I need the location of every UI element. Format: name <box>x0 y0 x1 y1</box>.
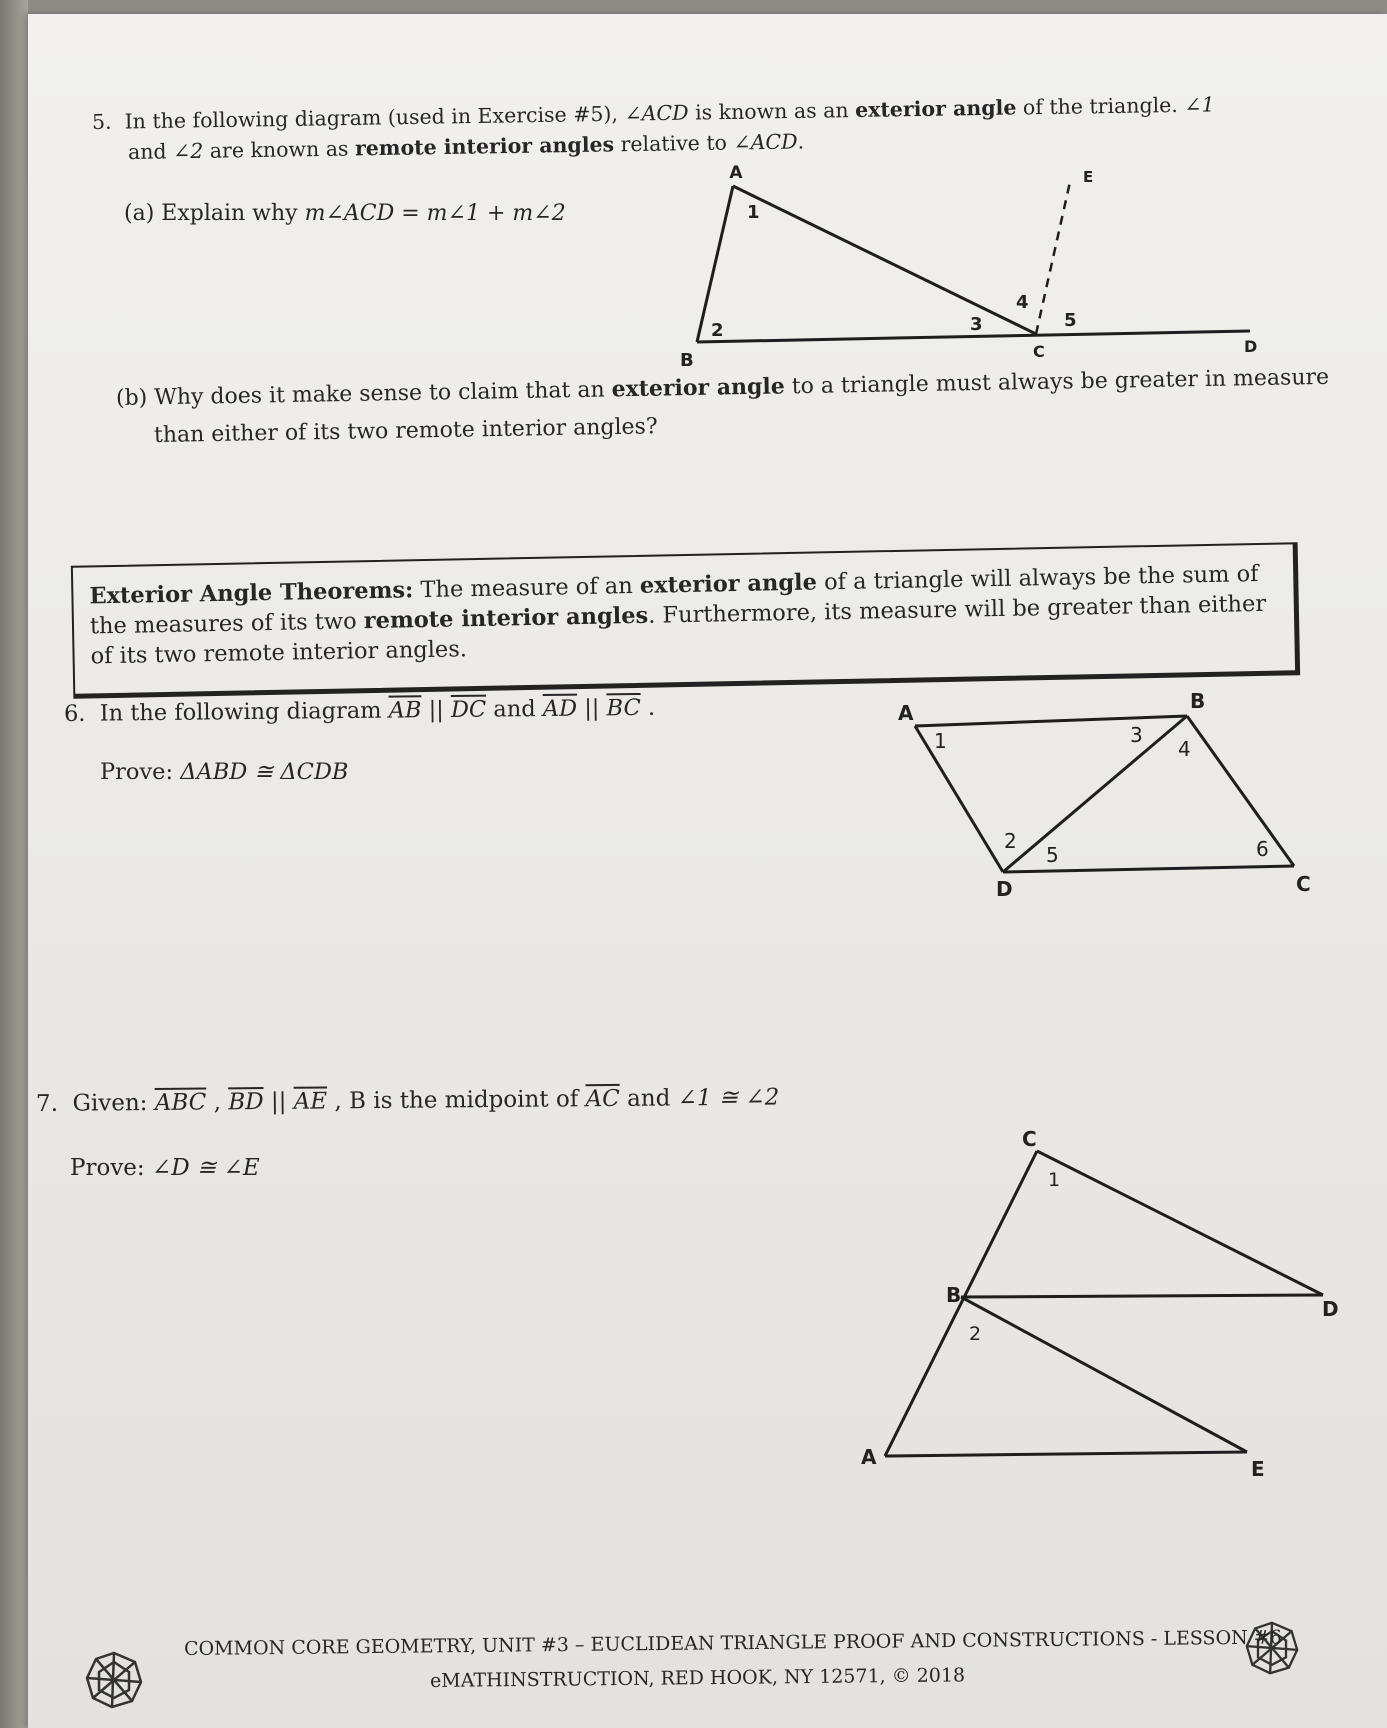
theorem-text <box>89 559 1277 672</box>
q5-label-d: D <box>1244 337 1258 356</box>
q6-parallel: || <box>421 696 452 724</box>
theorem-box <box>71 542 1300 699</box>
q7-seg-bd: $\overline{BD}$ <box>228 1089 264 1116</box>
q6-seg-dc: $\overline{DC}$ <box>450 696 487 723</box>
background-edge <box>0 0 28 1728</box>
q7-label-e: E <box>1251 1457 1265 1481</box>
q6-text: . <box>640 694 656 721</box>
q5-part-a-label: (a) Explain why <box>124 201 305 226</box>
q6-text: In the following diagram <box>99 697 389 727</box>
q5-angle-label-5: 5 <box>1064 310 1077 331</box>
q6-angle-label-3: 3 <box>1130 723 1143 747</box>
q7-seg-ac: $\overline{AC}$ <box>585 1085 620 1113</box>
q6-seg-bc: $\overline{BC}$ <box>606 694 641 722</box>
q7-prove-expr: ∠D ≅ ∠E <box>151 1155 260 1181</box>
theorem-title: Exterior Angle Theorems: <box>89 577 414 610</box>
q5-part-b-text: to a triangle must always be greater in measure <box>784 364 1330 400</box>
theorem-text-part: . Furthermore, its measure will be greater than either of its two remote interior angles. <box>90 590 1267 670</box>
q5-text: is known as an <box>688 98 856 125</box>
q7-number: 7. <box>35 1090 59 1117</box>
q6-label-d: D <box>996 877 1013 901</box>
q7-parallel: || <box>263 1088 294 1116</box>
q6-label-c: C <box>1296 872 1311 896</box>
theorem-text-part: of a triangle will always be the sum of the measures of its two <box>89 560 1259 640</box>
q7-seg-abc: $\overline{ABC}$ <box>154 1089 207 1116</box>
q5-text: In the following diagram (used in Exercise #5), <box>124 101 625 134</box>
q6-angle-label-5: 5 <box>1046 843 1059 867</box>
q6-seg-ad: $\overline{AD}$ <box>542 695 578 722</box>
q5-angle-label-2: 2 <box>711 320 724 341</box>
q6-label-b: B <box>1190 689 1206 713</box>
q7-text: , B is the midpoint of <box>327 1086 586 1115</box>
q5-label-e: E <box>1083 168 1094 186</box>
q7-text: , <box>206 1089 229 1116</box>
q7-angle-label-1: 1 <box>1048 1169 1061 1191</box>
q7-angle-label-2: 2 <box>969 1323 982 1345</box>
q6-prove-expr: ΔABD ≅ ΔCDB <box>180 759 349 785</box>
q7-label-c: C <box>1022 1127 1037 1151</box>
q5-label-a: A <box>729 163 743 183</box>
q6-angle-label-6: 6 <box>1256 837 1269 861</box>
q7-label-b: B <box>946 1283 962 1307</box>
q5-term-exterior-angle: exterior angle <box>854 95 1017 123</box>
q7-seg-ae: $\overline{AE}$ <box>293 1088 328 1115</box>
q6-text: and <box>486 695 543 723</box>
q6-seg-ab: $\overline{AB}$ <box>388 697 422 724</box>
q5-angle-label-4: 4 <box>1016 292 1029 313</box>
q5-text: relative to <box>613 130 734 157</box>
q5-term-remote-interior: remote interior angles <box>354 132 615 161</box>
q7-given-label: Given: <box>72 1089 155 1117</box>
q5-angle-label-3: 3 <box>970 314 983 335</box>
footer-line1: COMMON CORE GEOMETRY, UNIT #3 – EUCLIDEAN TRIANGLE PROOF AND CONSTRUCTIONS - LESSON #6 <box>183 1626 1282 1660</box>
q5-angle-acd: ∠ACD <box>624 100 689 126</box>
q5-part-b-text: than either of its two remote interior angles? <box>153 414 658 448</box>
theorem-text-part: The measure of an <box>413 572 641 604</box>
q7-angle-expr: ∠1 ≅ ∠2 <box>677 1084 780 1112</box>
q6-number: 6. <box>63 700 86 727</box>
q7-label-a: A <box>861 1445 877 1469</box>
q6-prove-label: Prove: <box>100 759 181 785</box>
q6-parallel: || <box>576 695 607 722</box>
q7-prove <box>70 1154 260 1182</box>
worksheet-page <box>28 14 1387 1728</box>
q5-part-a-expr: m∠ACD = m∠1 + m∠2 <box>304 201 566 226</box>
q5-part-b-term: exterior angle <box>611 373 785 403</box>
q5-angle2: ∠2 <box>172 138 204 164</box>
q5-label-b: B <box>680 350 694 371</box>
footer-line2: eMATHINSTRUCTION, RED HOOK, NY 12571, © 2018 <box>429 1664 966 1692</box>
emath-logo-icon <box>84 1650 144 1710</box>
q5-angle1: ∠1 <box>1184 92 1215 117</box>
q5-angle-label-1: 1 <box>747 202 760 223</box>
q6-angle-label-4: 4 <box>1178 737 1191 761</box>
q5-text: and <box>127 139 174 164</box>
q5-angle-acd2: ∠ACD <box>733 129 798 155</box>
theorem-term-remote: remote interior angles <box>363 602 649 635</box>
q5-text: of the triangle. <box>1016 92 1185 120</box>
q7-prove-label: Prove: <box>70 1155 152 1181</box>
q6-prove <box>100 758 348 786</box>
q6-label-a: A <box>898 701 914 725</box>
theorem-term-exterior: exterior angle <box>639 569 818 599</box>
q5-number: 5. <box>91 109 112 134</box>
q7-text: and <box>619 1085 678 1112</box>
q5-part-b-label: (b) Why does it make sense to claim that an <box>115 377 612 411</box>
q5-part-a <box>124 200 566 228</box>
q5-text: . <box>797 129 805 154</box>
q6-angle-label-1: 1 <box>934 729 947 753</box>
q6-angle-label-2: 2 <box>1004 829 1017 853</box>
q7-label-d: D <box>1322 1297 1339 1321</box>
q5-text: are known as <box>203 136 356 163</box>
q5-label-c: C <box>1033 342 1045 361</box>
